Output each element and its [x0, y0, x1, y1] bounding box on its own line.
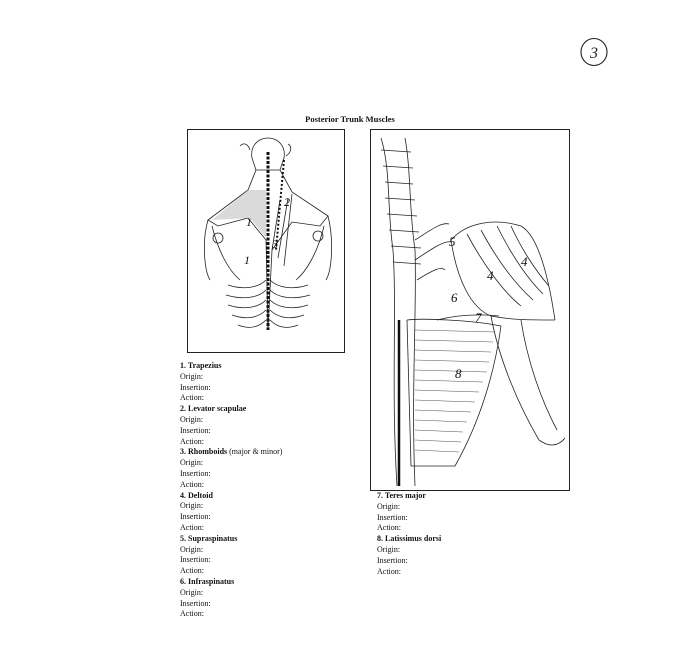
- muscle-name: 5. Supraspinatus: [180, 533, 238, 543]
- page-number: 3: [590, 45, 598, 62]
- figure2-label: 6: [451, 290, 458, 305]
- origin-field: Origin:: [180, 587, 204, 597]
- origin-field: Origin:: [180, 458, 204, 468]
- origin-field: Origin:: [377, 501, 401, 511]
- figure2-label: 8: [455, 366, 462, 381]
- muscle-item-levator-scapulae: [180, 404, 360, 447]
- insertion-field: Insertion:: [180, 382, 211, 392]
- insertion-field: Insertion:: [377, 512, 408, 522]
- muscle-name: 6. Infraspinatus: [180, 576, 235, 586]
- figure1-label: 1: [244, 253, 250, 267]
- muscle-item-latissimus-dorsi: [377, 534, 557, 577]
- insertion-field: Insertion:: [180, 598, 211, 608]
- muscle-item-deltoid: [180, 491, 360, 534]
- insertion-field: Insertion:: [180, 468, 211, 478]
- insertion-field: Insertion:: [180, 512, 211, 522]
- action-field: Action:: [180, 393, 204, 403]
- muscle-list-left: [180, 361, 360, 620]
- muscle-name: 7. Teres major: [377, 491, 426, 500]
- action-field: Action:: [180, 436, 204, 446]
- figure-posterior-back: [187, 129, 345, 353]
- action-field: Action:: [180, 479, 204, 489]
- muscle-item-rhomboids: [180, 447, 360, 490]
- origin-field: Origin:: [180, 371, 204, 381]
- action-field: Action:: [180, 522, 204, 532]
- muscle-item-teres-major: [377, 491, 557, 534]
- muscle-name: 8. Latissimus dorsi: [377, 534, 442, 544]
- action-field: Action:: [377, 523, 401, 533]
- origin-field: Origin:: [377, 544, 401, 554]
- muscle-name: 4. Deltoid: [180, 490, 213, 500]
- figure1-label: 1: [246, 215, 252, 229]
- muscle-list-right: [377, 491, 557, 577]
- muscle-item-trapezius: [180, 361, 360, 404]
- back-illustration: [188, 130, 344, 352]
- action-field: Action:: [180, 609, 204, 619]
- page-number-circle: [578, 36, 610, 68]
- muscle-item-infraspinatus: [180, 577, 360, 620]
- muscle-note: (major & minor): [227, 447, 283, 457]
- origin-field: Origin:: [180, 414, 204, 424]
- origin-field: Origin:: [180, 544, 204, 554]
- action-field: Action:: [180, 566, 204, 576]
- insertion-field: Insertion:: [180, 555, 211, 565]
- figure2-label: 4: [487, 268, 494, 283]
- action-field: Action:: [377, 566, 401, 576]
- figure1-label: 2: [284, 195, 290, 209]
- insertion-field: Insertion:: [180, 425, 211, 435]
- figure2-label: 5: [449, 234, 456, 249]
- shoulder-illustration: [371, 130, 569, 490]
- muscle-name: 3. Rhomboids: [180, 447, 228, 457]
- page-title: Posterior Trunk Muscles: [305, 114, 395, 124]
- figure-posterior-shoulder: [370, 129, 570, 491]
- figure2-label: 4: [521, 254, 528, 269]
- muscle-item-supraspinatus: [180, 534, 360, 577]
- figure1-label: 3: [272, 237, 278, 251]
- figure2-label: 7: [475, 310, 482, 325]
- muscle-name: 2. Levator scapulae: [180, 404, 247, 414]
- origin-field: Origin:: [180, 501, 204, 511]
- muscle-name: 1. Trapezius: [180, 361, 222, 370]
- insertion-field: Insertion:: [377, 555, 408, 565]
